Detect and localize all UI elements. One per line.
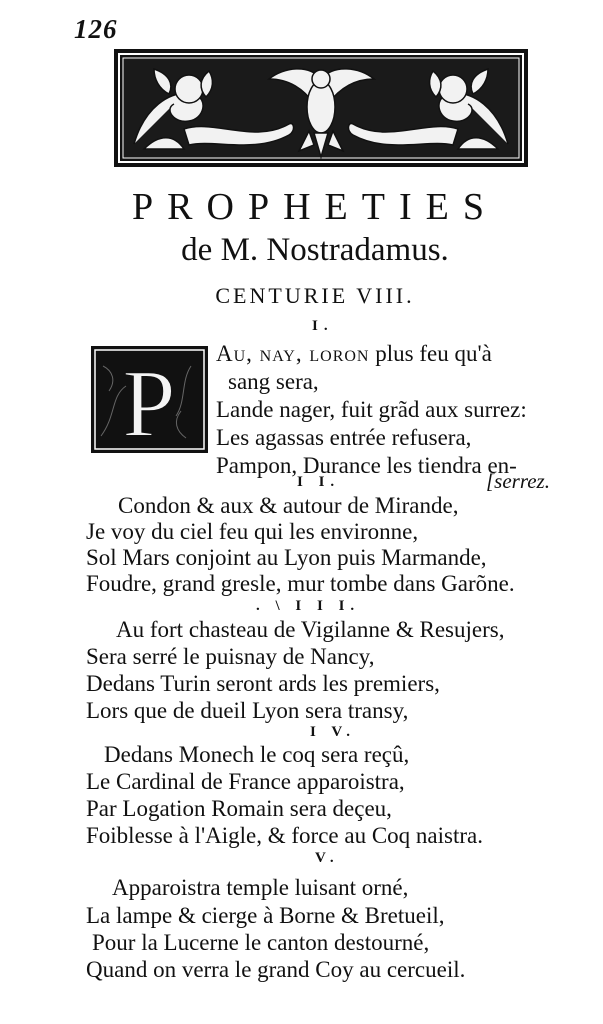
page-number: 126 <box>74 14 118 44</box>
verse-line: Condon & aux & autour de Mirande, <box>118 493 459 518</box>
author-line: de M. Nostradamus. <box>181 232 449 268</box>
verse-line: Apparoistra temple luisant orné, <box>112 875 409 900</box>
page-title: PROPHETIES <box>132 186 498 228</box>
svg-text:P: P <box>122 350 176 453</box>
verse-line: Les agassas entrée refusera, <box>216 425 472 450</box>
verse-line: Le Cardinal de France apparoistra, <box>86 769 405 794</box>
centurie-heading: CENTURIE VIII. <box>215 283 415 308</box>
verse-line: Sera serré le puisnay de Nancy, <box>86 644 375 669</box>
verse-line: Dedans Turin seront ards les premiers, <box>86 671 440 696</box>
verse-line: Pour la Lucerne le canton destourné, <box>92 930 430 955</box>
quatrain-numeral-2: I I. <box>297 474 341 490</box>
woodcut-ornament-icon <box>114 49 528 167</box>
verse-line: sang sera, <box>228 369 319 394</box>
verse-line: Foiblesse à l'Aigle, & force au Coq naistra. <box>86 823 483 848</box>
verse-line: Au fort chasteau de Vigilanne & Resujers, <box>116 617 505 642</box>
overflow-word: [serrez. <box>486 469 550 493</box>
verse-line: Dedans Monech le coq sera reçû, <box>104 742 410 767</box>
quatrain-numeral-5: V. <box>315 850 340 866</box>
verse-line: Lors que de dueil Lyon sera transy, <box>86 698 409 723</box>
verse-line: La lampe & cierge à Borne & Bretueil, <box>86 903 445 928</box>
dropcap-letter-p-icon <box>91 346 208 453</box>
verse-line: Lande nager, fuit grãd aux surrez: <box>216 397 527 422</box>
quatrain-numeral-1: I. <box>312 318 334 334</box>
verse-line: Par Logation Romain sera deçeu, <box>86 796 392 821</box>
verse-line: Pampon, Durance les tiendra en- <box>216 453 517 478</box>
quatrain-numeral-3: . \ I I I. <box>256 598 361 614</box>
verse-line: Foudre, grand gresle, mur tombe dans Garõne. <box>86 571 515 596</box>
verse-line: Sol Mars conjoint au Lyon puis Marmande, <box>86 545 487 570</box>
dropcap-p <box>91 346 208 453</box>
quatrain-numeral-4: I V. <box>310 724 356 740</box>
verse-line: Quand on verra le grand Coy au cercueil. <box>86 957 466 982</box>
ornament-headpiece <box>114 49 528 167</box>
verse-line: Au, nay, loron plus feu qu'à <box>216 341 492 366</box>
verse-line: Je voy du ciel feu qui les environne, <box>86 519 419 544</box>
